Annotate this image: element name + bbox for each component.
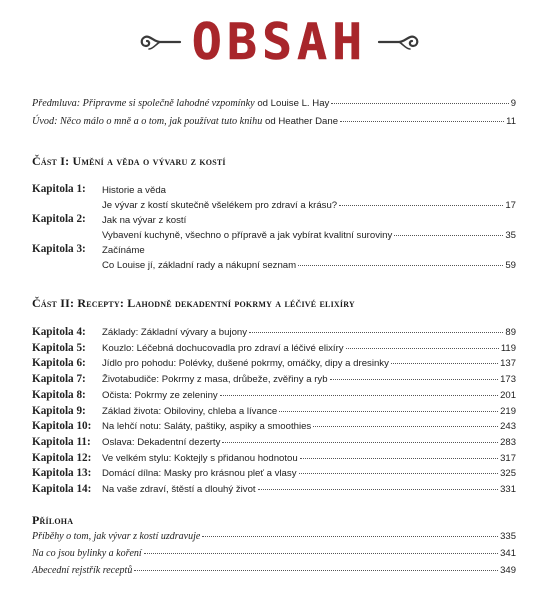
chapter-title: Základ života: Obiloviny, chleba a lívance [102, 405, 278, 417]
dot-leader [313, 426, 498, 427]
chapter-13-entry[interactable] [32, 467, 516, 480]
entry-title: Předmluva: Připravme si společně lahodné vzpomínky [32, 98, 255, 109]
chapter-subtitle: Je vývar z kostí skutečně všelékem pro zdraví a krásu? [102, 200, 338, 211]
section-heading-appendix: Příloha [32, 513, 74, 527]
chapter-title: Na lehčí notu: Saláty, paštiky, aspiky a smoothies [102, 421, 312, 433]
chapter-line [102, 357, 516, 370]
chapter-line [102, 405, 516, 418]
chapter-label: Kapitola 10: [32, 420, 92, 433]
chapter-7-entry[interactable] [32, 373, 516, 386]
page-number: 341 [500, 548, 516, 559]
dot-leader [394, 235, 503, 236]
chapter-title: Životabudiče: Pokrmy z masa, drůbeže, zvěřiny a ryb [102, 374, 328, 386]
chapter-label: Kapitola 2: [32, 213, 86, 225]
dot-leader [299, 473, 499, 474]
chapter-line [102, 483, 516, 496]
chapter-label: Kapitola 9: [32, 404, 86, 417]
entry-title: Úvod: Něco málo o mně a o tom, jak používat tuto knihu [32, 116, 263, 127]
page-number: 283 [500, 436, 516, 448]
dot-leader [339, 205, 503, 206]
appendix-entry-index[interactable] [32, 564, 516, 577]
chapter-line [102, 452, 516, 465]
appendix-entry-stories[interactable] [32, 530, 516, 543]
chapter-line [102, 420, 516, 433]
dot-leader [222, 442, 498, 443]
chapter-10-entry[interactable] [32, 420, 516, 433]
dot-leader [330, 379, 499, 380]
chapter-14-entry[interactable] [32, 483, 516, 496]
chapter-label: Kapitola 8: [32, 388, 86, 401]
section-heading-part1: Část I: Umění a věda o vývaru z kostí [32, 154, 226, 168]
chapter-1-entry[interactable] [102, 199, 516, 212]
chapter-title: Ve velkém stylu: Koktejly s přidanou hodnotou [102, 452, 298, 464]
chapter-label: Kapitola 7: [32, 373, 86, 386]
right-flourish-icon [377, 31, 423, 53]
page-number: 331 [500, 484, 516, 495]
title-banner [0, 14, 559, 70]
dot-leader [202, 536, 498, 537]
chapter-label: Kapitola 13: [32, 467, 92, 480]
chapter-2-title: Jak na vývar z kostí [102, 215, 187, 226]
chapter-line [102, 342, 516, 355]
page-number: 317 [500, 452, 516, 464]
toc-entry-introduction[interactable] [32, 115, 516, 128]
page-number: 89 [505, 327, 516, 338]
chapter-title: Základy: Základní vývary a bujony [102, 327, 248, 338]
dot-leader [144, 553, 498, 554]
chapter-title: Očista: Pokrmy ze zeleniny [102, 389, 218, 401]
chapter-label: Kapitola 1: [32, 183, 86, 195]
entry-title: Na co jsou bylinky a koření [32, 548, 142, 559]
chapter-label: Kapitola 12: [32, 451, 92, 464]
left-flourish-icon [136, 31, 182, 53]
entry-title: Příběhy o tom, jak vývar z kostí uzdravuje [32, 531, 201, 542]
chapter-9-entry[interactable] [32, 405, 516, 418]
chapter-label: Kapitola 3: [32, 243, 86, 255]
appendix-entry-herbs[interactable] [32, 547, 516, 560]
dot-leader [220, 395, 498, 396]
chapter-2-entry[interactable] [102, 229, 516, 242]
chapter-3-entry[interactable] [102, 259, 516, 272]
chapter-11-entry[interactable] [32, 436, 516, 449]
chapter-title: Oslava: Dekadentní dezerty [102, 436, 221, 448]
toc-entry-foreword[interactable] [32, 97, 516, 110]
chapter-subtitle: Vybavení kuchyně, všechno o přípravě a jak vybírat kvalitní suroviny [102, 230, 393, 241]
page-number: 201 [500, 389, 516, 401]
chapter-line [102, 373, 516, 386]
entry-author: od Heather Dane [262, 116, 339, 127]
dot-leader [298, 265, 503, 266]
page-number: 119 [500, 342, 516, 354]
page-number: 219 [500, 405, 516, 417]
chapter-title: Na vaše zdraví, štěstí a dlouhý život [102, 484, 256, 495]
dot-leader [391, 363, 498, 364]
chapter-4-entry[interactable] [32, 326, 516, 339]
chapter-1-title: Historie a věda [102, 185, 166, 196]
chapter-3-title: Začínáme [102, 245, 145, 256]
dot-leader [279, 411, 498, 412]
page-title: OBSAH [191, 13, 368, 71]
chapter-label: Kapitola 4: [32, 326, 86, 338]
page-number: 335 [500, 531, 516, 542]
chapter-label: Kapitola 6: [32, 357, 86, 370]
page-number: 9 [510, 98, 516, 109]
chapter-6-entry[interactable] [32, 357, 516, 370]
page-number: 11 [506, 116, 516, 127]
chapter-line [102, 389, 516, 402]
page-number: 59 [505, 260, 516, 271]
dot-leader [346, 348, 499, 349]
entry-title: Abecední rejstřík receptů [32, 565, 133, 576]
chapter-label: Kapitola 14: [32, 483, 92, 495]
section-heading-part2: Část II: Recepty: Lahodně dekadentní pokrmy a léčivé elixíry [32, 296, 355, 310]
chapter-label: Kapitola 11: [32, 435, 91, 448]
page-number: 35 [505, 230, 516, 241]
page-number: 173 [500, 374, 516, 386]
chapter-line [102, 436, 516, 449]
dot-leader [300, 458, 498, 459]
chapter-label: Kapitola 5: [32, 341, 86, 354]
page-number: 325 [500, 468, 516, 480]
chapter-line [102, 467, 516, 480]
page-number: 137 [500, 358, 516, 370]
dot-leader [134, 570, 498, 571]
chapter-5-entry[interactable] [32, 342, 516, 355]
page-number: 349 [500, 565, 516, 576]
dot-leader [249, 332, 503, 333]
chapter-subtitle: Co Louise jí, základní rady a nákupní seznam [102, 260, 297, 271]
chapter-title: Kouzlo: Léčebná dochucovadla pro zdraví a léčivé elixíry [102, 342, 344, 354]
chapter-title: Jídlo pro pohodu: Polévky, dušené pokrmy, omáčky, dipy a dresinky [102, 358, 389, 370]
page-number: 243 [500, 421, 516, 433]
chapter-title: Domácí dílna: Masky pro krásnou pleť a vlasy [102, 468, 297, 480]
chapter-line [102, 326, 516, 339]
chapter-8-entry[interactable] [32, 389, 516, 402]
entry-author: od Louise L. Hay [254, 98, 330, 109]
chapter-12-entry[interactable] [32, 452, 516, 465]
dot-leader [331, 103, 508, 104]
dot-leader [340, 121, 504, 122]
dot-leader [258, 489, 499, 490]
page-number: 17 [505, 200, 516, 211]
